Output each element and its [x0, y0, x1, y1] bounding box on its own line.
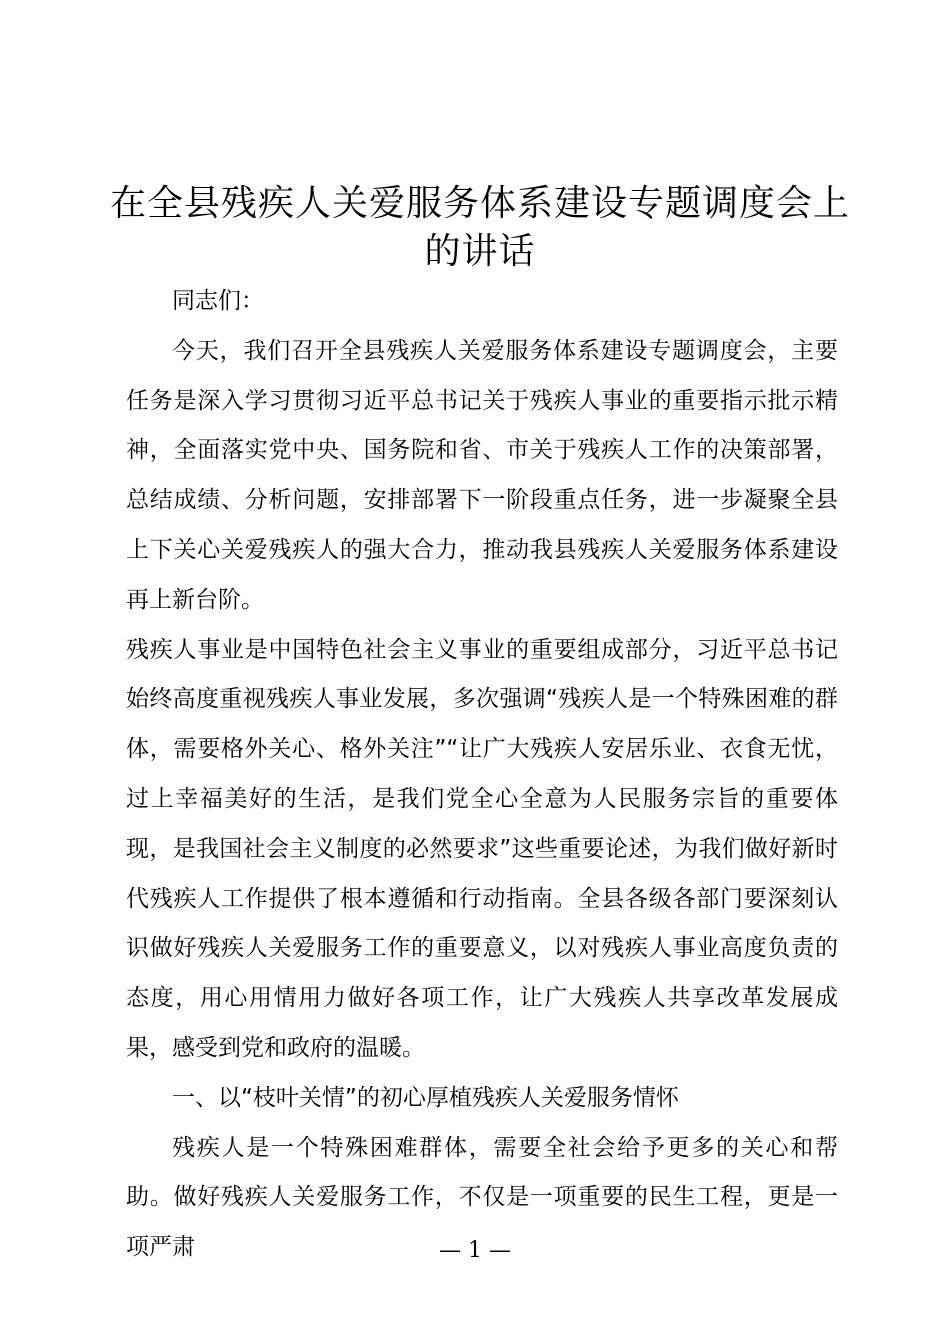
salutation: 同志们： [172, 288, 264, 314]
page-number: — 1 — [439, 1238, 511, 1263]
document-body [126, 277, 838, 1273]
document-title: 在全县残疾人关爱服务体系建设专题调度会上的讲话 [110, 183, 851, 272]
paragraph-significance: 残疾人事业是中国特色社会主义事业的重要组成部分，习近平总书记始终高度重视残疾人事业发展，多次强调“残疾人是一个特殊困难的群体，需要格外关心、格外关注”“让广大残疾人安居乐业、衣食无忧，过上幸福美好的生活，是我们党全心全意为人民服务宗旨的重要体现，是我国社会主义制度的必然要求”这些重要论述，为我们做好新时代残疾人工作提供了根本遵循和行动指南。全县各级各部门要深刻认识做好残疾人关爱服务工作的重要意义，以对残疾人事业高度负责的态度，用心用情用力做好各项工作，让广大残疾人共享改革发展成果，感受到党和政府的温暖。 [126, 636, 838, 1061]
section-heading: 一、以“枝叶关情”的初心厚植残疾人关爱服务情怀 [172, 1084, 679, 1111]
paragraph-intro: 今天，我们召开全县残疾人关爱服务体系建设专题调度会，主要任务是深入学习贯彻习近平总书记关于残疾人事业的重要指示批示精神，全面落实党中央、国务院和省、市关于残疾人工作的决策部署，总结成绩、分析问题，安排部署下一阶段重点任务，进一步凝聚全县上下关心关爱残疾人的强大合力，推动我县残疾人关爱服务体系建设再上新台阶。 [126, 337, 838, 613]
paragraph-section-one: 残疾人是一个特殊困难群体，需要全社会给予更多的关心和帮助。做好残疾人关爱服务工作，不仅是一项重要的民生工程，更是一项严肃 [126, 1134, 838, 1261]
